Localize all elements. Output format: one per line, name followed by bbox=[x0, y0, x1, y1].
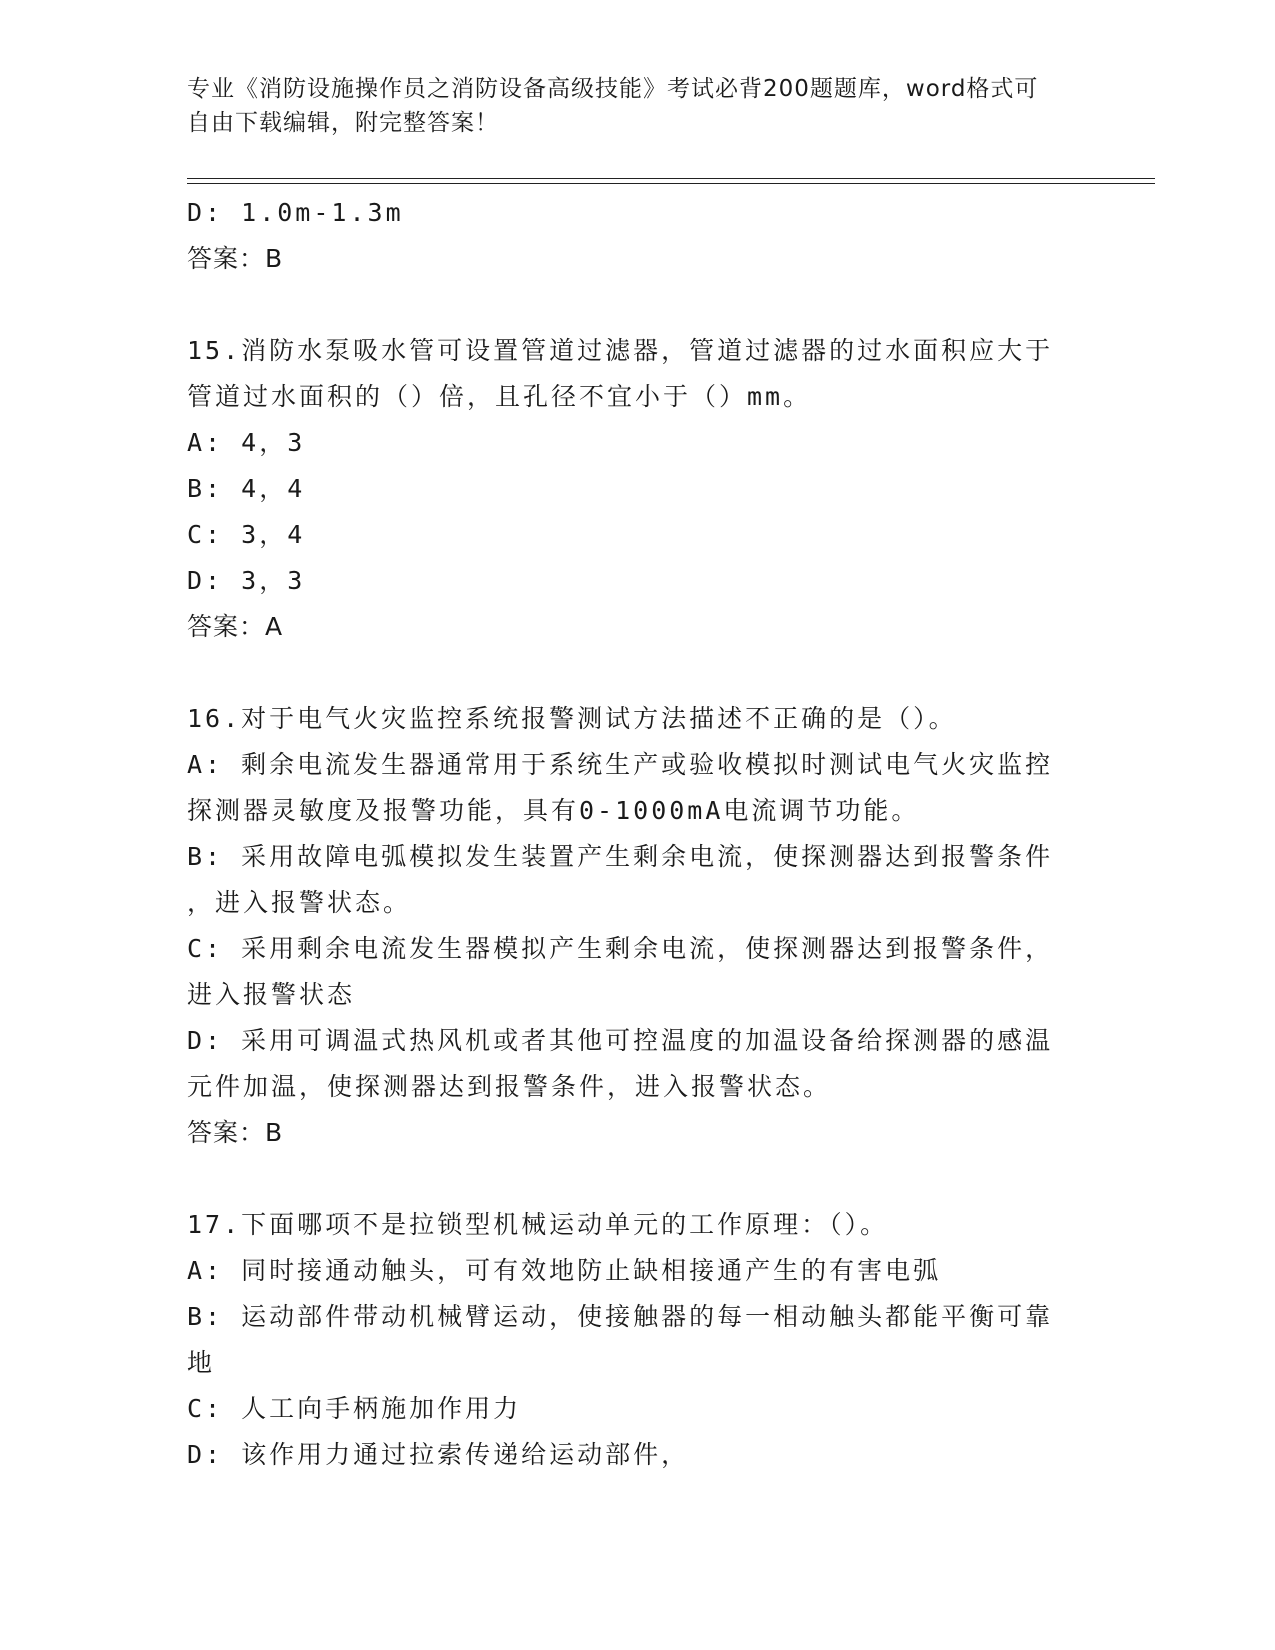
q17-option-b-line-1: B: 运动部件带动机械臂运动，使接触器的每一相动触头都能平衡可靠 bbox=[187, 1302, 1054, 1331]
q16-answer: 答案：B bbox=[187, 1118, 284, 1147]
q17-stem: 17.下面哪项不是拉锁型机械运动单元的工作原理：（）。 bbox=[187, 1210, 889, 1239]
spacer bbox=[187, 282, 1107, 328]
question-17 bbox=[187, 1202, 1107, 1478]
q15-option-c: C: 3，4 bbox=[187, 520, 306, 549]
q16-option-c-line-2: 进入报警状态 bbox=[187, 980, 356, 1009]
q15-option-d: D: 3，3 bbox=[187, 566, 306, 595]
q16-option-d-line-1: D: 采用可调温式热风机或者其他可控温度的加温设备给探测器的感温 bbox=[187, 1026, 1054, 1055]
header-divider-bottom bbox=[187, 183, 1155, 184]
q17-option-c: C: 人工向手柄施加作用力 bbox=[187, 1394, 522, 1423]
q16-option-b-line-2: ，进入报警状态。 bbox=[187, 888, 412, 917]
q15-answer: 答案：A bbox=[187, 612, 284, 641]
header-title-line-1: 专业《消防设施操作员之消防设备高级技能》考试必背200题题库，word格式可 bbox=[187, 76, 1039, 102]
page-header bbox=[187, 72, 1087, 140]
q17-option-d: D: 该作用力通过拉索传递给运动部件， bbox=[187, 1440, 690, 1469]
q16-option-b-line-1: B: 采用故障电弧模拟发生装置产生剩余电流，使探测器达到报警条件 bbox=[187, 842, 1054, 871]
question-16 bbox=[187, 696, 1107, 1156]
spacer bbox=[187, 1156, 1107, 1202]
q17-option-b-line-2: 地 bbox=[187, 1348, 216, 1377]
q16-option-a-line-2: 探测器灵敏度及报警功能，具有0-1000mA电流调节功能。 bbox=[187, 796, 920, 825]
question-content bbox=[187, 190, 1107, 1478]
q14-option-d: D: 1.0m-1.3m bbox=[187, 198, 404, 227]
q16-stem: 16.对于电气火灾监控系统报警测试方法描述不正确的是（）。 bbox=[187, 704, 957, 733]
header-title-line-2: 自由下载编辑，附完整答案！ bbox=[187, 110, 499, 136]
q15-stem-line-1: 15.消防水泵吸水管可设置管道过滤器，管道过滤器的过水面积应大于 bbox=[187, 336, 1054, 365]
q15-stem-line-2: 管道过水面积的（）倍，且孔径不宜小于（）mm。 bbox=[187, 382, 812, 411]
q16-option-a-line-1: A: 剩余电流发生器通常用于系统生产或验收模拟时测试电气火灾监控 bbox=[187, 750, 1054, 779]
q15-option-a: A: 4，3 bbox=[187, 428, 306, 457]
q17-option-a: A: 同时接通动触头，可有效地防止缺相接通产生的有害电弧 bbox=[187, 1256, 942, 1285]
q16-option-c-line-1: C: 采用剩余电流发生器模拟产生剩余电流，使探测器达到报警条件， bbox=[187, 934, 1054, 963]
question-14-tail bbox=[187, 190, 1107, 282]
question-15 bbox=[187, 328, 1107, 650]
spacer bbox=[187, 650, 1107, 696]
q16-option-d-line-2: 元件加温，使探测器达到报警条件，进入报警状态。 bbox=[187, 1072, 832, 1101]
header-divider-top bbox=[187, 178, 1155, 179]
q15-option-b: B: 4，4 bbox=[187, 474, 306, 503]
q14-answer: 答案：B bbox=[187, 244, 284, 273]
